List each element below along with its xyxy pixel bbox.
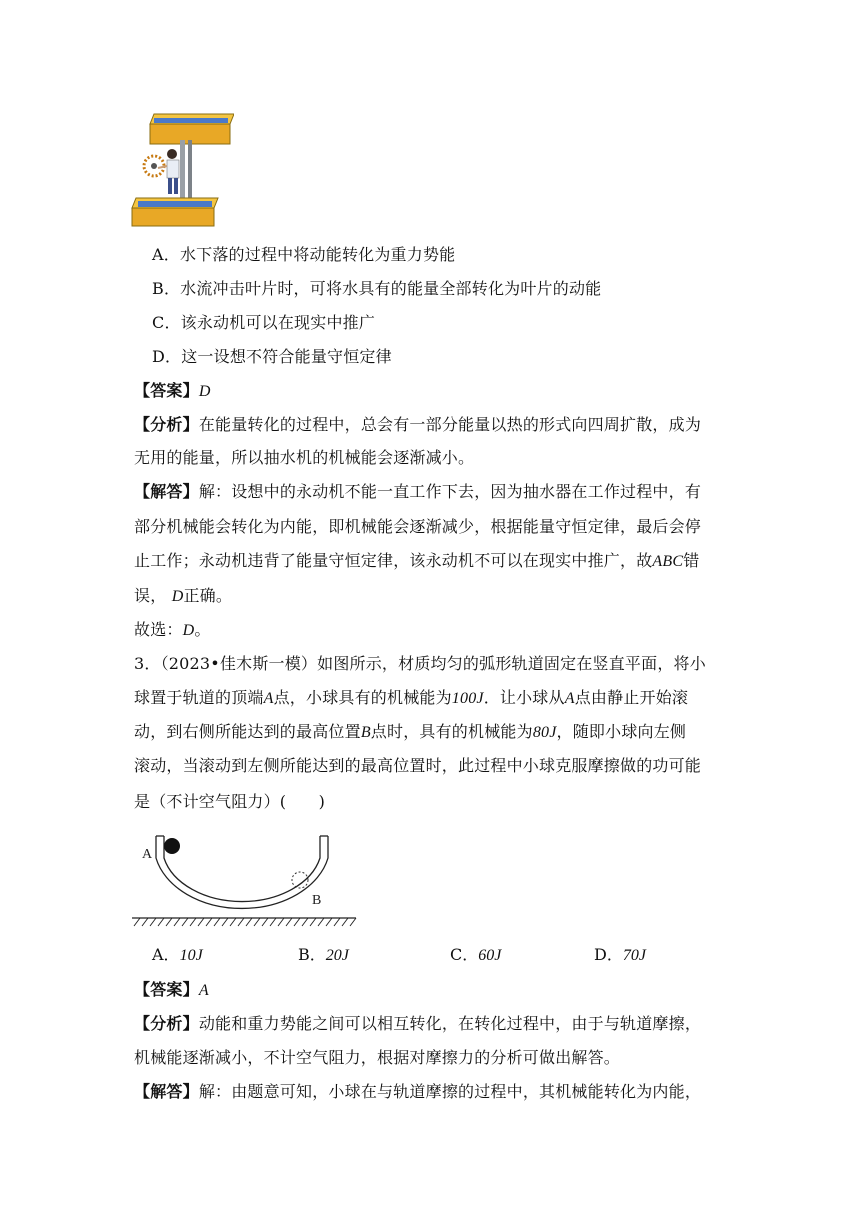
perpetual-motion-figure bbox=[128, 110, 234, 230]
solution-text-3a: 止工作；永动机违背了能量守恒定律，该永动机不可以在现实中推广，故 bbox=[134, 551, 653, 570]
q3-text-3c: 点时，具有的机械能为 bbox=[370, 722, 533, 741]
choice-b-letter: B． bbox=[298, 945, 326, 964]
q3-text-2e: ．让小球从 bbox=[483, 688, 565, 707]
q3-solution-text-1: 解：由题意可知，小球在与轨道摩擦的过程中，其机械能转化为内能， bbox=[198, 1082, 702, 1101]
q3-answer-line bbox=[134, 979, 209, 1002]
q3-text-2c: 点，小球具有的机械能为 bbox=[273, 688, 452, 707]
analysis-line-1 bbox=[134, 414, 701, 436]
solution-line-2: 部分机械能会转化为内能，即机械能会逐渐减少，根据能量守恒定律，最后会停 bbox=[134, 517, 702, 536]
solution-line-4 bbox=[134, 585, 232, 608]
q3-text-2d: 100J bbox=[451, 690, 484, 707]
answer-line bbox=[134, 380, 211, 403]
q3-analysis-text-1: 动能和重力势能之间可以相互转化，在转化过程中，由于与轨道摩擦， bbox=[198, 1014, 702, 1033]
solution-text-4b: D bbox=[171, 588, 184, 605]
option-a: A．水下落的过程中将动能转化为重力势能 bbox=[152, 245, 456, 264]
q3-analysis-line-1 bbox=[134, 1013, 701, 1035]
analysis-line-2: 无用的能量，所以抽水机的机械能会逐渐减小。 bbox=[134, 448, 475, 467]
q3-choice-c bbox=[450, 944, 501, 967]
answer-value: D bbox=[198, 383, 211, 400]
solution-text-3c: 错 bbox=[683, 551, 700, 570]
q3-analysis-line-2: 机械能逐渐减小，不计空气阻力，根据对摩擦力的分析可做出解答。 bbox=[134, 1048, 621, 1067]
q3-answer-tag: 【答案】 bbox=[134, 980, 199, 999]
option-d: D．这一设想不符合能量守恒定律 bbox=[152, 347, 392, 366]
q3-choice-a bbox=[152, 944, 203, 967]
q3-line-5: 是（不计空气阻力）( ) bbox=[134, 792, 326, 811]
arc-track-figure bbox=[130, 826, 358, 930]
q3-line-2 bbox=[134, 687, 688, 710]
q3-choice-b bbox=[298, 944, 349, 967]
q3-solution-line-1 bbox=[134, 1081, 701, 1103]
solution-text-4c: 正确。 bbox=[183, 586, 233, 605]
select-text-c: 。 bbox=[194, 620, 211, 639]
q3-text-3d: 80J bbox=[532, 724, 557, 741]
choice-c-letter: C． bbox=[450, 945, 479, 964]
q3-text-2f: A bbox=[564, 690, 575, 707]
q3-line-3 bbox=[134, 721, 686, 744]
choice-a-letter: A． bbox=[152, 945, 180, 964]
q3-text-3a: 动，到右侧所能达到的最高位置 bbox=[134, 722, 361, 741]
q3-answer-value: A bbox=[198, 982, 209, 999]
ball bbox=[164, 838, 180, 854]
choice-a-value: 10J bbox=[179, 947, 203, 964]
q3-text-3e: ，随即小球向左侧 bbox=[556, 722, 687, 741]
solution-text-3b: ABC bbox=[652, 553, 684, 570]
q3-solution-tag: 【解答】 bbox=[134, 1082, 199, 1101]
analysis-tag: 【分析】 bbox=[134, 415, 199, 434]
option-b: B．水流冲击叶片时，可将水具有的能量全部转化为叶片的动能 bbox=[152, 279, 602, 298]
select-line bbox=[134, 619, 211, 642]
solution-text-1: 解：设想中的永动机不能一直工作下去，因为抽水器在工作过程中，有 bbox=[198, 482, 702, 501]
q3-text-3b: B bbox=[360, 724, 371, 741]
option-c: C．该永动机可以在现实中推广 bbox=[152, 313, 376, 332]
q3-text-2b: A bbox=[263, 690, 274, 707]
q3-text-2a: 球置于轨道的顶端 bbox=[134, 688, 264, 707]
choice-d-letter: D． bbox=[594, 945, 623, 964]
q3-choice-d bbox=[594, 944, 646, 967]
q3-line-1: 3．（2023•佳木斯一模）如图所示，材质均匀的弧形轨道固定在竖直平面，将小 bbox=[134, 654, 706, 673]
choice-b-value: 20J bbox=[325, 947, 349, 964]
choice-d-value: 70J bbox=[622, 947, 646, 964]
point-b-label: B bbox=[312, 893, 322, 908]
answer-tag: 【答案】 bbox=[134, 381, 199, 400]
q3-analysis-tag: 【分析】 bbox=[134, 1014, 199, 1033]
q3-line-4: 滚动，当滚动到左侧所能达到的最高位置时，此过程中小球克服摩擦做的功可能 bbox=[134, 756, 702, 775]
choice-c-value: 60J bbox=[478, 947, 502, 964]
select-text-b: D bbox=[182, 622, 195, 639]
solution-tag: 【解答】 bbox=[134, 482, 199, 501]
solution-line-3 bbox=[134, 550, 699, 573]
solution-line-1 bbox=[134, 481, 701, 503]
analysis-text-1: 在能量转化的过程中，总会有一部分能量以热的形式向四周扩散，成为 bbox=[198, 415, 702, 434]
solution-text-4a: 误， bbox=[134, 586, 167, 605]
select-text-a: 故选： bbox=[134, 620, 183, 639]
point-a-label: A bbox=[142, 847, 153, 862]
q3-text-2g: 点由静止开始滚 bbox=[574, 688, 689, 707]
